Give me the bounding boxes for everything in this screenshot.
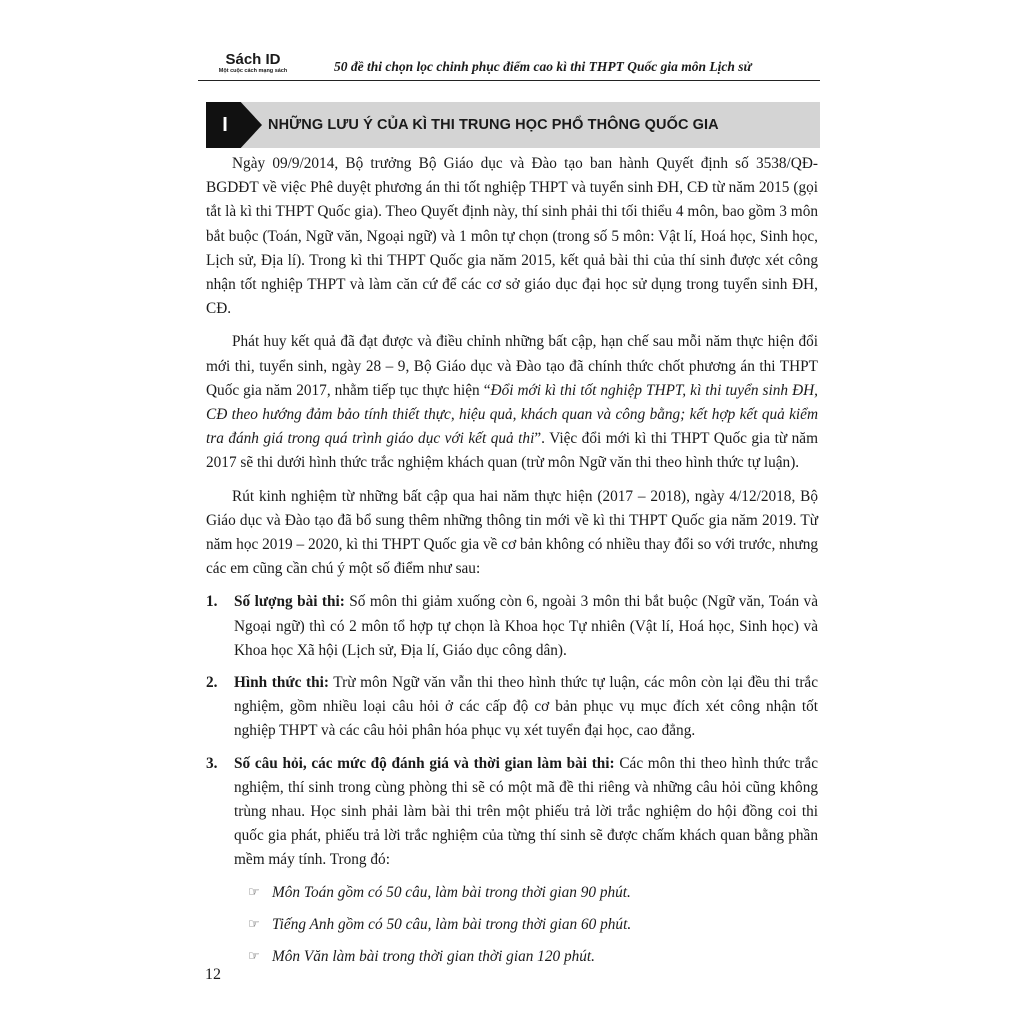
- subject-text: Tiếng Anh gồm có 50 câu, làm bài trong thời gian 60 phút.: [272, 915, 632, 933]
- page-number: 12: [205, 966, 221, 983]
- subjects-list: [206, 881, 818, 970]
- brand-slogan: Một cuộc cách mạng sách: [218, 68, 288, 74]
- section-title: NHỮNG LƯU Ý CỦA KÌ THI TRUNG HỌC PHỔ THÔNG QUỐC GIA: [268, 117, 719, 133]
- list-item-lead: Hình thức thi:: [234, 674, 329, 692]
- list-item-number: 3.: [206, 754, 218, 772]
- subject-text: Môn Toán gồm có 50 câu, làm bài trong thời gian 90 phút.: [272, 883, 631, 901]
- rules-list: [206, 590, 818, 872]
- list-item-number: 2.: [206, 674, 218, 692]
- section-number: I: [222, 114, 228, 136]
- list-item-lead: Số lượng bài thi:: [234, 593, 345, 611]
- pointing-hand-icon: ☞: [248, 916, 260, 932]
- paragraph-2-quote: Đổi mới kì thi tốt nghiệp THPT, kì thi tuyển sinh ĐH, CĐ theo hướng đảm bảo tính thiết thực, hiệu quả, khách quan và công bằng; kết hợp kết quả kiểm tra đánh giá trong quá trình giáo dục với kết quả thi: [206, 381, 818, 448]
- page-header: [198, 52, 820, 78]
- subject-text: Môn Văn làm bài trong thời gian thời gian 120 phút.: [272, 948, 595, 966]
- page-content: [206, 152, 818, 977]
- list-item-lead: Số câu hỏi, các mức độ đánh giá và thời gian làm bài thi:: [234, 754, 615, 772]
- paragraph-2: [206, 330, 818, 475]
- paragraph-3: Rút kinh nghiệm từ những bất cập qua hai năm thực hiện (2017 – 2018), ngày 4/12/2018, Bộ Giáo dục và Đào tạo đã bổ sung thêm những thông tin mới về kì thi THPT Quốc gia năm 2019. Từ năm học 2019 – 2020, kì thi THPT Quốc gia về cơ bản không có nhiều thay đổi so với trước, nhưng các em cũng cần chú ý một số điểm như sau:: [206, 487, 818, 578]
- subject-item: [206, 913, 818, 937]
- pointing-hand-icon: ☞: [248, 884, 260, 900]
- brand-name: Sách ID: [225, 51, 281, 68]
- brand-logo: [198, 52, 308, 75]
- list-item-number: 1.: [206, 593, 218, 611]
- paragraph-1: Ngày 09/9/2014, Bộ trưởng Bộ Giáo dục và Đào tạo ban hành Quyết định số 3538/QĐ-BGDĐT về việc Phê duyệt phương án thi tốt nghiệp THPT và tuyển sinh ĐH, CĐ từ năm 2015 (gọi tắt là kì thi THPT Quốc gia). Theo Quyết định này, thí sinh phải thi tối thiểu 4 môn, bao gồm 3 môn bắt buộc (Toán, Ngữ văn, Ngoại ngữ) và 1 môn tự chọn (trong số 5 môn: Vật lí, Hoá học, Sinh học, Lịch sử, Địa lí). Trong kì thi THPT Quốc gia năm 2015, kết quả bài thi của thí sinh được xét công nhận tốt nghiệp THPT và làm căn cứ để các cơ sở giáo dục đại học sử dụng trong tuyển sinh ĐH, CĐ.: [206, 155, 818, 318]
- header-divider: [198, 80, 820, 81]
- subject-item: [206, 945, 818, 969]
- list-item-text: Trừ môn Ngữ văn vẫn thi theo hình thức tự luận, các môn còn lại đều thi trắc nghiệm, gồm nhiều loại câu hỏi ở các cấp độ cơ bản phục vụ mục đích xét công nhận tốt nghiệp THPT và các câu hỏi phân hóa phục vụ xét tuyển đại học, cao đẳng.: [234, 674, 819, 740]
- list-item: [206, 590, 818, 663]
- section-banner: [206, 102, 820, 148]
- subject-item: [206, 881, 818, 905]
- pointing-hand-icon: ☞: [248, 949, 260, 965]
- book-title: 50 đề thi chọn lọc chinh phục điểm cao kì thi THPT Quốc gia môn Lịch sử: [334, 59, 752, 74]
- list-item: [206, 752, 818, 873]
- paragraph-2-text-before: Phát huy kết quả đã đạt được và điều chỉnh những bất cập, hạn chế sau mỗi năm thực hiện đổi mới thi, tuyển sinh, ngày 28 – 9, Bộ Giáo dục và Đào tạo đã chính thức chốt phương án thi THPT Quốc gia năm 2017, nhằm tiếp tục thực hiện “: [206, 333, 818, 399]
- list-item-text: Các môn thi theo hình thức trắc nghiệm, thí sinh trong cùng phòng thi sẽ có một mã đề thi riêng và những câu hỏi cũng không trùng nhau. Học sinh phải làm bài thi trên một phiếu trả lời trắc nghiệm do hội đồng coi thi quốc gia phát, phiếu trả lời trắc nghiệm của từng thí sinh sẽ được chấm khách quan bằng phần mềm máy tính. Trong đó:: [234, 754, 818, 869]
- list-item: [206, 671, 818, 744]
- list-item-text: Số môn thi giảm xuống còn 6, ngoài 3 môn thi bắt buộc (Ngữ văn, Toán và Ngoại ngữ) thì có 2 môn tổ hợp tự chọn là Khoa học Tự nhiên (Vật lí, Hoá học, Sinh học) và Khoa học Xã hội (Lịch sử, Địa lí, Giáo dục công dân).: [234, 593, 818, 659]
- paragraph-2-text-after: ”. Việc đổi mới kì thi THPT Quốc gia từ năm 2017 sẽ thi dưới hình thức trắc nghiệm khách quan (trừ môn Ngữ văn thi theo hình thức tự luận).: [206, 430, 818, 472]
